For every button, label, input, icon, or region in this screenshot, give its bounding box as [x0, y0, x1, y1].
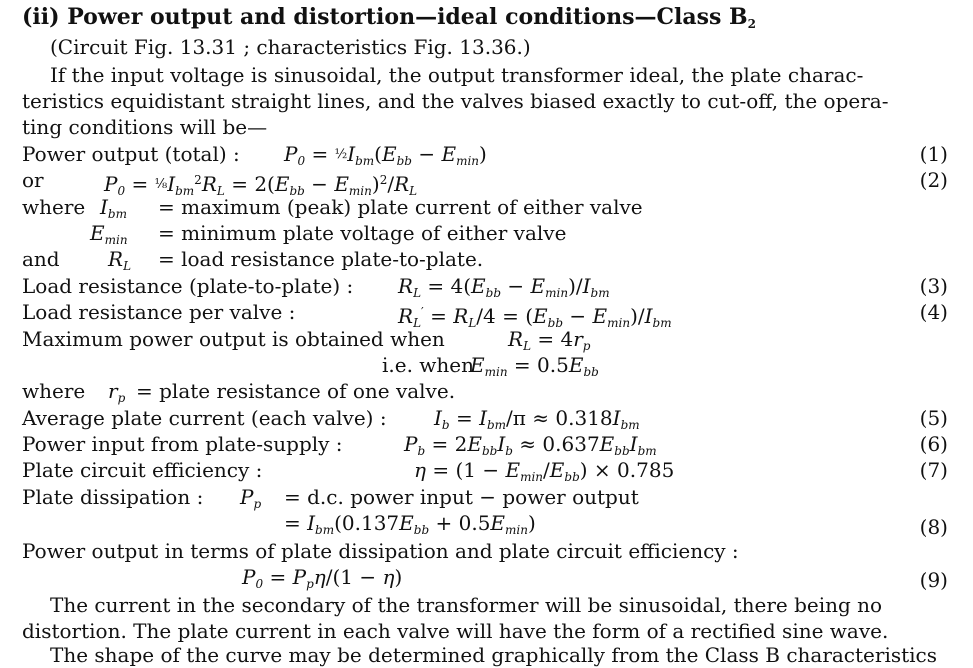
power-terms-label: Power output in terms of plate dissipation and plate circuit efficiency : — [22, 539, 739, 563]
equation-4: $R_L' = R_L/4 = (E_{bb} - E_{min})/I_{bm}$ — [398, 304, 672, 330]
rl-definition: = load resistance plate-to-plate. — [158, 247, 484, 271]
intro-line-2: teristics equidistant straight lines, and the valves biased exactly to cut-off, the opera- — [22, 89, 889, 113]
intro-line-1: If the input voltage is sinusoidal, the output transformer ideal, the plate charac- — [50, 63, 864, 87]
equation-number-4: (4) — [919, 300, 948, 324]
load-resistance-valve-label: Load resistance per valve : — [22, 300, 296, 324]
where-rp-label: where — [22, 379, 86, 403]
equation-number-5: (5) — [919, 406, 948, 430]
equation-number-2: (2) — [919, 168, 948, 192]
rp-definition: = plate resistance of one valve. — [136, 379, 456, 403]
equation-number-9: (9) — [919, 568, 948, 592]
power-input-label: Power input from plate-supply : — [22, 432, 343, 456]
ibm-symbol: $I_{bm}$ — [100, 195, 127, 221]
outro-line-1: The current in the secondary of the transformer will be sinusoidal, there being no — [50, 593, 883, 617]
equation-3: $R_L = 4(E_{bb} - E_{min})/I_{bm}$ — [398, 274, 610, 300]
or-label: or — [22, 168, 44, 192]
equation-6: $P_b = 2E_{bb}I_b \approx 0.637E_{bb}I_{bm}$ — [404, 432, 657, 458]
figure-reference: (Circuit Fig. 13.31 ; characteristics Fig. 13.36.) — [50, 35, 531, 59]
ie-when-condition: $E_{min} = 0.5E_{bb}$ — [470, 353, 599, 379]
power-output-label: Power output (total) : — [22, 142, 240, 166]
average-current-label: Average plate current (each valve) : — [22, 406, 387, 430]
heading-subscript: 2 — [747, 17, 756, 31]
load-resistance-pp-label: Load resistance (plate-to-plate) : — [22, 274, 354, 298]
where-label: where — [22, 195, 86, 219]
efficiency-label: Plate circuit efficiency : — [22, 458, 263, 482]
equation-number-6: (6) — [919, 432, 948, 456]
equation-number-7: (7) — [919, 458, 948, 482]
max-power-condition: $R_L = 4r_p$ — [508, 327, 591, 353]
dissipation-label: Plate dissipation : — [22, 485, 204, 509]
and-label: and — [22, 247, 60, 271]
dissipation-equation-line: = d.c. power input − power output — [284, 485, 639, 509]
emin-definition: = minimum plate voltage of either valve — [158, 221, 567, 245]
ibm-definition: = maximum (peak) plate current of either valve — [158, 195, 643, 219]
equation-1: $P_0$ = $\frac{1}{2}I_{bm}(E_{bb} - E_{min})$ — [284, 142, 487, 168]
equation-number-3: (3) — [919, 274, 948, 298]
outro-line-2: distortion. The plate current in each valve will have the form of a rectified sine wave. — [22, 619, 889, 643]
emin-symbol: $E_{min}$ — [90, 221, 128, 247]
equation-7: $\eta = (1 - E_{min}/E_{bb}) \times 0.785$ — [414, 458, 675, 484]
equation-8: = $I_{bm}(0.137E_{bb} + 0.5E_{min})$ — [284, 511, 536, 537]
cut-off-line: The shape of the curve may be determined graphically from the Class B characteristics — [50, 643, 938, 667]
equation-number-8: (8) — [919, 515, 948, 539]
equation-2: $P_0$ = $\frac{1}{8}I_{bm}^2R_L = 2(E_{bb} - E_{min})^2/R_L$ — [104, 172, 418, 198]
section-heading: (ii) Power output and distortion—ideal conditions—Class $B_2$ — [22, 4, 756, 31]
dissipation-symbol: $P_p$ — [240, 485, 262, 511]
intro-line-3: ting conditions will be— — [22, 115, 268, 139]
ie-when-label: i.e. when — [382, 353, 475, 377]
max-power-label: Maximum power output is obtained when — [22, 327, 445, 351]
equation-5: $I_b = I_{bm}/\pi \approx 0.318I_{bm}$ — [434, 406, 640, 432]
equation-9: $P_0 = P_p\eta/(1 - \eta)$ — [242, 565, 403, 591]
rp-symbol: $r_p$ — [108, 379, 126, 405]
equation-number-1: (1) — [919, 142, 948, 166]
rl-symbol: $R_L$ — [108, 247, 132, 273]
